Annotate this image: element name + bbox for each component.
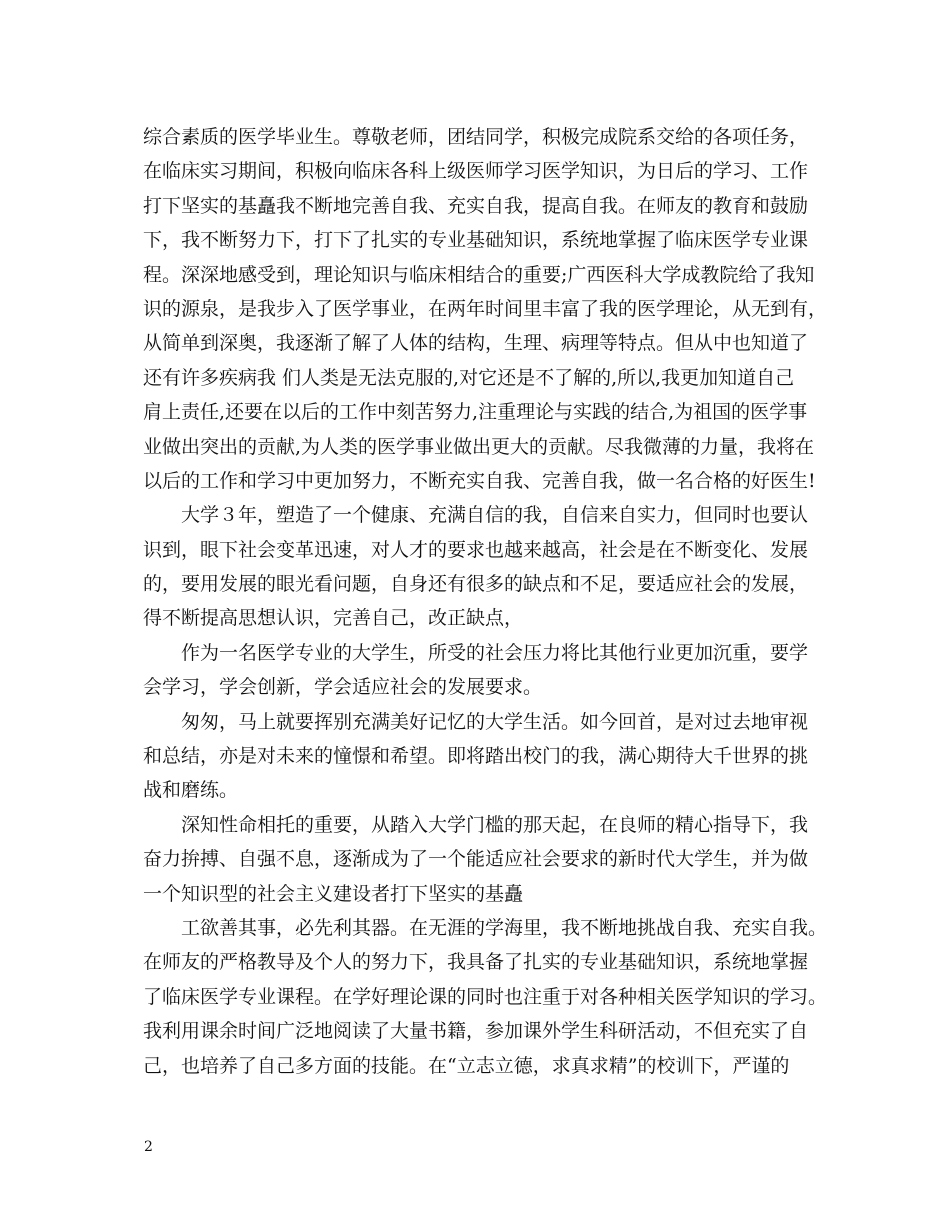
text-line: 识的源泉，是我步入了医学事业，在两年时间里丰富了我的医学理论，从无到有， (143, 297, 828, 320)
text-line: 的，要用发展的眼光看问题，自身还有很多的缺点和不足，要适应社会的发展， (143, 573, 809, 596)
text-line: 己，也培养了自己多方面的技能。在“立志立德，求真求精”的校训下，严谨的 (143, 1054, 790, 1077)
text-line: 和总结，亦是对未来的憧憬和希望。即将踏出校门的我，满心期待大千世界的挑 (143, 745, 809, 768)
text-line: 综合素质的医学毕业生。尊敬老师，团结同学，积极完成院系交给的各项任务， (143, 126, 809, 148)
text-line: 奋力拚搏、自强不息，逐渐成为了一个能适应社会要求的新时代大学生，并为做 (143, 848, 809, 871)
text-line: 了临床医学专业课程。在学好理论课的同时也注重于对各种相关医学知识的学习。 (143, 985, 828, 1008)
paragraph (143, 498, 823, 636)
paragraph (143, 120, 828, 498)
text-line: 工欲善其事，必先利其器。在无涯的学海里，我不断地挑战自我、充实自我。 (143, 916, 828, 939)
text-line: 肩上责任,还要在以后的工作中刻苦努力,注重理论与实践的结合,为祖国的医学事 (143, 401, 808, 424)
text-line: 作为一名医学专业的大学生，所受的社会压力将比其他行业更加沉重，要学 (143, 641, 809, 664)
text-line: 一个知识型的社会主义建设者打下坚实的基矗 (143, 882, 524, 905)
text-line: 在临床实习期间，积极向临床各科上级医师学习医学知识，为日后的学习、工作 (143, 160, 809, 183)
text-line: 深知性命相托的重要，从踏入大学门槛的那天起，在良师的精心指导下，我 (143, 813, 809, 836)
text-line: 以后的工作和学习中更加努力，不断充实自我、完善自我，做一名合格的好医生! (143, 469, 816, 492)
document-body (143, 120, 828, 1083)
text-line: 识到，眼下社会变革迅速，对人才的要求也越来越高，社会是在不断变化、发展 (143, 538, 809, 561)
text-line: 得不断提高思想认识，完善自己，改正缺点， (143, 607, 524, 630)
text-line: 会学习，学会创新，学会适应社会的发展要求。 (143, 676, 543, 699)
text-line: 战和磨练。 (143, 779, 239, 802)
text-line: 打下坚实的基矗我不断地完善自我、充实自我，提高自我。在师友的教育和鼓励 (143, 194, 809, 217)
text-line: 业做出突出的贡献,为人类的医学事业做出更大的贡献。尽我微薄的力量，我将在 (143, 435, 815, 458)
text-line: 还有许多疾病我 们人类是无法克服的,对它还是不了解的,所以,我更加知道自己 (143, 366, 795, 389)
paragraph (143, 808, 823, 911)
text-line: 从简单到深奥，我逐渐了解了人体的结构，生理、病理等特点。但从中也知道了 (143, 332, 809, 355)
text-line: 大学３年，塑造了一个健康、充满自信的我，自信来自实力，但同时也要认 (143, 504, 809, 527)
text-line: 我利用课余时间广泛地阅读了大量书籍，参加课外学生科研活动，不但充实了自 (143, 1020, 809, 1043)
paragraph (143, 911, 828, 1083)
page-number: 2 (144, 1139, 153, 1155)
text-line: 在师友的严格教导及个人的努力下，我具备了扎实的专业基础知识，系统地掌握 (143, 951, 809, 974)
text-line: 下，我不断努力下，打下了扎实的专业基础知识，系统地掌握了临床医学专业课 (143, 229, 809, 252)
paragraph (143, 705, 823, 808)
paragraph (143, 636, 823, 705)
text-line: 匆匆，马上就要挥别充满美好记忆的大学生活。如今回首，是对过去地审视 (143, 710, 809, 733)
text-line: 程。深深地感受到，理论知识与临床相结合的重要;广西医科大学成教院给了我知 (143, 263, 815, 286)
